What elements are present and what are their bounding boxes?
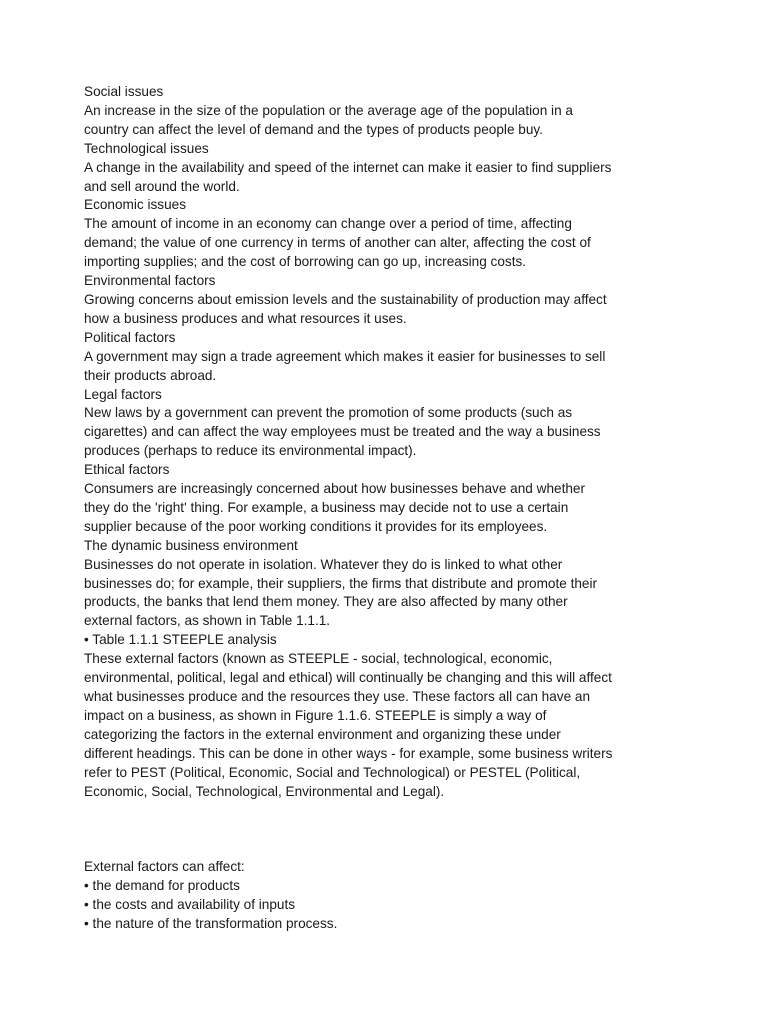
document-section [84, 329, 644, 386]
closing-bullet-list [84, 877, 644, 934]
section-heading: Ethical factors [84, 462, 170, 478]
paragraph-line: they do the 'right' thing. For example, a business may decide not to use a certain [84, 499, 569, 515]
section-gap [84, 801, 644, 858]
paragraph-line: different headings. This can be done in other ways - for example, some business writers [84, 745, 613, 761]
section-heading: Environmental factors [84, 273, 216, 289]
document-section [84, 461, 644, 537]
paragraph-line: categorizing the factors in the external environment and organizing these under [84, 726, 561, 742]
document-section [84, 272, 644, 329]
paragraph-line: An increase in the size of the population or the average age of the population in a [84, 102, 573, 118]
paragraph-line: businesses do; for example, their suppliers, the firms that distribute and promote their [84, 575, 598, 591]
paragraph-line: demand; the value of one currency in terms of another can alter, affecting the cost of [84, 235, 591, 251]
bullet-item: • the demand for products [84, 878, 240, 894]
bullet-item: • the nature of the transformation process. [84, 915, 338, 931]
section-heading: • Table 1.1.1 STEEPLE analysis [84, 632, 277, 648]
paragraph-line: impact on a business, as shown in Figure 1.1.6. STEEPLE is simply a way of [84, 707, 547, 723]
paragraph-line: refer to PEST (Political, Economic, Social and Technological) or PESTEL (Political, [84, 764, 581, 780]
closing-section [84, 858, 644, 934]
paragraph-line: The amount of income in an economy can change over a period of time, affecting [84, 216, 572, 232]
paragraph-line: produces (perhaps to reduce its environmental impact). [84, 443, 417, 459]
bullet-item: • the costs and availability of inputs [84, 896, 296, 912]
paragraph-line: what businesses produce and the resources they use. These factors all can have an [84, 689, 591, 704]
section-heading: Legal factors [84, 386, 162, 402]
paragraph-line: environmental, political, legal and ethical) will continually be changing and this will affect [84, 670, 612, 686]
section-heading: Social issues [84, 84, 164, 99]
document-section [84, 631, 644, 801]
paragraph-line: their products abroad. [84, 367, 217, 383]
paragraph-line: A government may sign a trade agreement which makes it easier for businesses to sell [84, 348, 606, 364]
document-page [84, 83, 644, 934]
paragraph-line: New laws by a government can prevent the promotion of some products (such as [84, 405, 573, 421]
paragraph-line: Economic, Social, Technological, Environmental and Legal). [84, 783, 445, 799]
section-heading: Economic issues [84, 197, 186, 213]
section-heading: Political factors [84, 329, 176, 345]
paragraph-line: products, the banks that lend them money. They are also affected by many other [84, 594, 568, 610]
paragraph-line: Consumers are increasingly concerned about how businesses behave and whether [84, 481, 586, 497]
document-body [84, 83, 644, 801]
document-section [84, 537, 644, 632]
document-section [84, 83, 644, 140]
paragraph-line: Growing concerns about emission levels and the sustainability of production may affect [84, 291, 607, 307]
closing-intro: External factors can affect: [84, 859, 245, 875]
paragraph-line: external factors, as shown in Table 1.1.1. [84, 613, 331, 629]
document-section [84, 196, 644, 272]
paragraph-line: how a business produces and what resources it uses. [84, 310, 407, 326]
paragraph-line: importing supplies; and the cost of borrowing can go up, increasing costs. [84, 254, 527, 270]
paragraph-line: These external factors (known as STEEPLE - social, technological, economic, [84, 651, 553, 667]
paragraph-line: supplier because of the poor working conditions it provides for its employees. [84, 518, 548, 534]
document-section [84, 140, 644, 197]
paragraph-line: country can affect the level of demand and the types of products people buy. [84, 121, 543, 137]
section-heading: The dynamic business environment [84, 537, 298, 553]
paragraph-line: A change in the availability and speed of the internet can make it easier to find suppliers [84, 159, 612, 175]
paragraph-line: cigarettes) and can affect the way employees must be treated and the way a business [84, 424, 601, 440]
paragraph-line: and sell around the world. [84, 178, 240, 194]
document-section [84, 386, 644, 462]
section-heading: Technological issues [84, 140, 209, 156]
paragraph-line: Businesses do not operate in isolation. Whatever they do is linked to what other [84, 556, 563, 572]
